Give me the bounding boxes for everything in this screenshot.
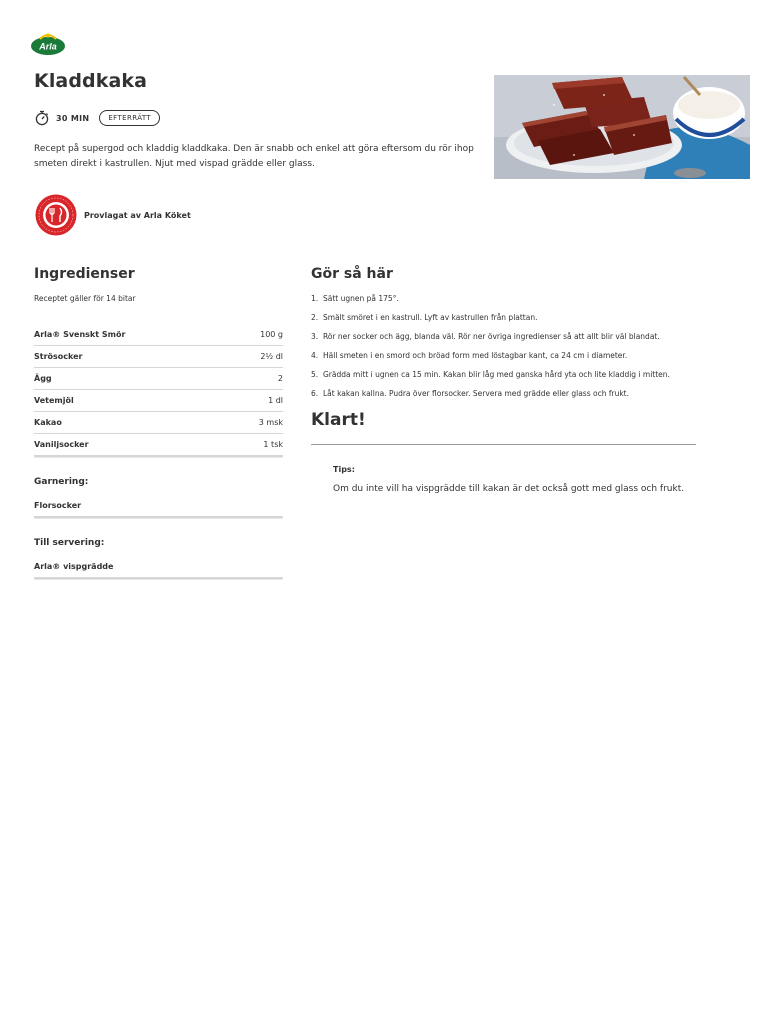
ingredient-amount: 100 g: [260, 330, 283, 339]
step-text: Grädda mitt i ugnen ca 15 min. Kakan blir låg med ganska hård yta och lite kladdig i mitten.: [323, 370, 670, 379]
step-number: 1.: [311, 294, 319, 303]
ingredient-name: Kakao: [34, 418, 62, 427]
done-heading: Klart!: [311, 410, 366, 430]
ingredient-row: [34, 495, 283, 517]
ingredients-section: [34, 266, 283, 579]
step-text: Sätt ugnen på 175°.: [323, 294, 399, 303]
serving-heading: Till servering:: [34, 538, 105, 548]
ingredients-table: [34, 324, 283, 457]
step-item: [311, 351, 696, 370]
table-bottom-border: [34, 456, 283, 457]
recipe-description: Recept på supergod och kladdig kladdkaka. Den är snabb och enkel att göra eftersom du rör ihop smeten direkt i kastrullen. Njut med vispad grädde eller glass.: [34, 144, 474, 169]
ingredient-row: [34, 346, 283, 368]
tips-box: [311, 465, 696, 494]
recipe-title: Kladdkaka: [34, 70, 148, 92]
instructions-heading: Gör så här: [311, 266, 393, 282]
ingredient-row: [34, 434, 283, 456]
ingredient-row: [34, 412, 283, 434]
tips-text: Om du inte vill ha vispgrädde till kakan är det också gott med glass och frukt.: [333, 484, 685, 494]
ingredient-row: [34, 368, 283, 390]
table-bottom-border: [34, 578, 283, 579]
timer-icon: [34, 110, 50, 126]
table-bottom-border: [34, 517, 283, 518]
ingredient-amount: 2½ dl: [260, 352, 283, 361]
recipe-photo: [494, 75, 750, 179]
step-item: [311, 313, 696, 332]
garnish-table: [34, 495, 283, 518]
step-text: Häll smeten i en smord och bröad form med löstagbar kant, ca 24 cm i diameter.: [323, 351, 628, 360]
ingredient-name: Strösocker: [34, 352, 83, 361]
ingredient-row: [34, 556, 283, 578]
ingredient-amount: 2: [277, 374, 283, 383]
arla-koket-badge-icon: [34, 194, 78, 236]
ingredient-name: Arla® Svenskt Smör: [34, 330, 126, 339]
steps-list: [311, 294, 696, 408]
ingredient-name: Ägg: [34, 374, 52, 383]
recipe-meta: [34, 110, 160, 126]
step-number: 5.: [311, 370, 319, 379]
logo-wordmark: Arla: [39, 41, 57, 52]
instructions-section: [311, 266, 696, 494]
ingredient-name: Florsocker: [34, 501, 82, 510]
step-item: [311, 332, 696, 351]
step-text: Låt kakan kallna. Pudra över florsocker. Servera med grädde eller glass och frukt.: [323, 389, 629, 398]
ingredients-heading: Ingredienser: [34, 266, 135, 282]
step-number: 4.: [311, 351, 319, 360]
step-item: [311, 370, 696, 389]
ingredient-amount: 3 msk: [258, 418, 283, 427]
serving-table: [34, 556, 283, 579]
step-number: 3.: [311, 332, 319, 341]
servings-note: Receptet gäller för 14 bitar: [34, 294, 136, 303]
section-divider: [311, 444, 696, 445]
ingredient-name: Vaniljsocker: [34, 440, 89, 449]
ingredient-row: [34, 324, 283, 346]
garnish-heading: Garnering:: [34, 477, 89, 487]
ingredient-amount: 1 tsk: [263, 440, 283, 449]
arla-logo[interactable]: [30, 32, 66, 56]
ingredient-amount: 1 dl: [268, 396, 283, 405]
step-number: 2.: [311, 313, 319, 322]
step-item: [311, 389, 696, 408]
step-text: Smält smöret i en kastrull. Lyft av kastrullen från plattan.: [323, 313, 538, 322]
cooking-time: 30 MIN: [56, 113, 90, 123]
category-tag[interactable]: EFTERRÄTT: [99, 110, 160, 126]
ingredient-row: [34, 390, 283, 412]
step-number: 6.: [311, 389, 319, 398]
tips-heading: Tips:: [333, 465, 355, 474]
ingredient-name: Vetemjöl: [34, 396, 74, 405]
step-text: Rör ner socker och ägg, blanda väl. Rör ner övriga ingredienser så att allt blir väl blandat.: [323, 332, 660, 341]
ingredient-name: Arla® vispgrädde: [34, 562, 114, 571]
step-item: [311, 294, 696, 313]
badge-label: Provlagat av Arla Köket: [84, 210, 191, 220]
tested-badge: [34, 194, 191, 236]
